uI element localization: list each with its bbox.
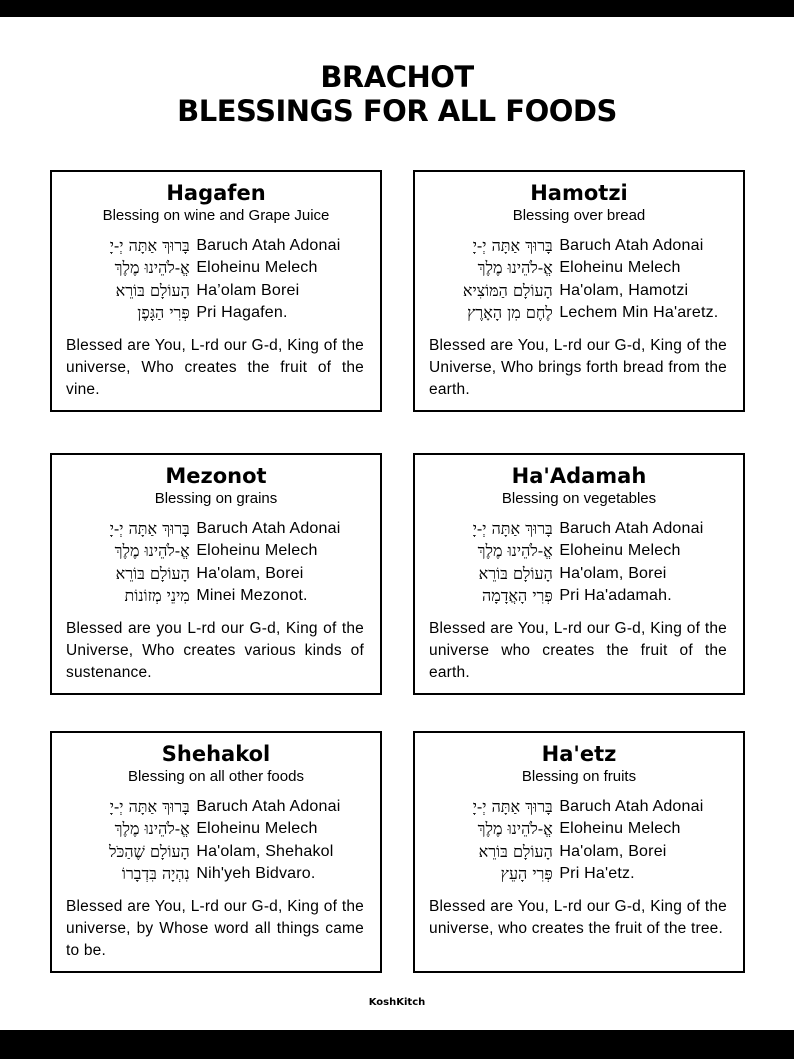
transliteration-text: Eloheinu Melech — [559, 542, 681, 560]
blessing-line — [52, 841, 380, 863]
card-title: Mezonot — [165, 464, 267, 488]
transliteration-text: Ha'olam, Borei — [559, 564, 667, 582]
card-subtitle: Blessing on wine and Grape Juice — [102, 207, 330, 224]
hebrew-text: פְּרִי הַגָּפֶן — [137, 302, 190, 322]
blessing-line — [52, 280, 380, 302]
blessing-line — [415, 818, 743, 840]
transliteration-text: Baruch Atah Adonai — [196, 798, 341, 815]
card-subtitle: Blessing on fruits — [521, 768, 637, 785]
hebrew-text: הָעוֹלָם בּוֹרֵא — [115, 563, 190, 583]
blessing-lines — [52, 235, 380, 324]
bottom-border-bar — [0, 1030, 794, 1059]
hebrew-text: אֱ-לֹהֵינוּ מֶלֶךְ — [114, 258, 190, 278]
blessing-line — [415, 280, 743, 302]
card-subtitle: Blessing on all other foods — [128, 768, 304, 785]
card-title: Hagafen — [166, 181, 266, 205]
transliteration-text: Eloheinu Melech — [196, 259, 318, 277]
transliteration-text: Ha'olam, Borei — [559, 842, 667, 860]
english-translation: Blessed are You, L-rd our G-d, King of the universe, who creates the fruit of the tree. — [429, 898, 727, 937]
hebrew-text: מִינֵי מְזוֹנוֹת — [124, 585, 190, 605]
blessing-line — [415, 518, 743, 540]
hebrew-text: אֱ-לֹהֵינוּ מֶלֶךְ — [477, 541, 553, 561]
blessing-line — [415, 585, 743, 607]
hebrew-text: בָּרוּךְ אַתָּה יְ-יָ — [109, 519, 190, 538]
page-title-line2: BLESSINGS FOR ALL FOODS — [177, 94, 617, 128]
hebrew-text: פְּרִי הָאֲדָמָה — [482, 585, 553, 605]
hebrew-text: הָעוֹלָם הַמּוֹצִיא — [462, 280, 553, 300]
card-title: Shehakol — [161, 742, 271, 766]
blessing-line — [52, 563, 380, 585]
hebrew-text: פְּרִי הָעֵץ — [500, 863, 553, 883]
english-translation: Blessed are You, L-rd our G-d, King of the Universe, Who brings forth bread from the earth. — [429, 337, 727, 398]
transliteration-text: Minei Mezonot. — [196, 586, 308, 604]
card-subtitle: Blessing over bread — [512, 207, 646, 224]
transliteration-text: Ha'olam, Hamotzi — [559, 281, 689, 299]
blessing-line — [52, 585, 380, 607]
hebrew-text: בָּרוּךְ אַתָּה יְ-יָ — [472, 236, 553, 255]
blessing-lines — [415, 235, 743, 324]
blessing-line — [52, 818, 380, 840]
blessing-line — [415, 841, 743, 863]
english-translation: Blessed are you L-rd our G-d, King of the Universe, Who creates various kinds of sustenance. — [66, 620, 364, 681]
transliteration-text: Ha’olam Borei — [196, 281, 300, 299]
hebrew-text: בָּרוּךְ אַתָּה יְ-יָ — [472, 797, 553, 816]
transliteration-text: Eloheinu Melech — [196, 542, 318, 560]
hebrew-text: אֱ-לֹהֵינוּ מֶלֶךְ — [114, 819, 190, 839]
blessing-card-haetz — [413, 731, 745, 973]
blessing-card-haadamah — [413, 453, 745, 695]
blessing-lines — [52, 796, 380, 885]
blessing-card-hagafen — [50, 170, 382, 412]
hebrew-text: בָּרוּךְ אַתָּה יְ-יָ — [109, 236, 190, 255]
blessing-card-mezonot — [50, 453, 382, 695]
card-subtitle: Blessing on grains — [154, 490, 278, 507]
hebrew-text: אֱ-לֹהֵינוּ מֶלֶךְ — [114, 541, 190, 561]
blessing-lines — [415, 796, 743, 885]
card-title: Ha'Adamah — [511, 464, 647, 488]
transliteration-text: Nih'yeh Bidvaro. — [196, 864, 316, 882]
blessing-line — [52, 518, 380, 540]
blessing-line — [52, 540, 380, 562]
transliteration-text: Eloheinu Melech — [559, 820, 681, 838]
hebrew-text: בָּרוּךְ אַתָּה יְ-יָ — [109, 797, 190, 816]
blessing-line — [415, 796, 743, 818]
english-translation: Blessed are You, L-rd our G-d, King of the universe, Who creates the fruit of the vine. — [66, 337, 364, 398]
hebrew-text: אֱ-לֹהֵינוּ מֶלֶךְ — [477, 258, 553, 278]
hebrew-text: לֶחֶם מִן הָאָרֶץ — [467, 302, 553, 322]
blessing-line — [415, 563, 743, 585]
transliteration-text: Baruch Atah Adonai — [559, 237, 704, 254]
hebrew-text: הָעוֹלָם בּוֹרֵא — [478, 841, 553, 861]
footer-brand: KoshKitch — [368, 997, 426, 1008]
blessing-line — [52, 863, 380, 885]
blessing-line — [52, 796, 380, 818]
hebrew-text: הָעוֹלָם בּוֹרֵא — [115, 280, 190, 300]
transliteration-text: Ha'olam, Shehakol — [196, 842, 334, 860]
top-border-bar — [0, 0, 794, 17]
transliteration-text: Ha'olam, Borei — [196, 564, 304, 582]
transliteration-text: Lechem Min Ha'aretz. — [559, 303, 719, 321]
transliteration-text: Baruch Atah Adonai — [559, 520, 704, 537]
transliteration-text: Pri Ha'adamah. — [559, 586, 672, 604]
transliteration-text: Eloheinu Melech — [559, 259, 681, 277]
blessing-line — [415, 863, 743, 885]
hebrew-text: בָּרוּךְ אַתָּה יְ-יָ — [472, 519, 553, 538]
english-translation: Blessed are You, L-rd our G-d, King of the universe, by Whose word all things came to be. — [66, 898, 364, 959]
transliteration-text: Pri Ha'etz. — [559, 864, 635, 882]
hebrew-text: נִהְיָה בִּדְבָרוֹ — [121, 863, 190, 883]
card-title: Ha'etz — [541, 742, 617, 766]
blessing-lines — [415, 518, 743, 607]
transliteration-text: Eloheinu Melech — [196, 820, 318, 838]
hebrew-text: הָעוֹלָם שֶׁהַכֹּל — [109, 841, 190, 861]
transliteration-text: Pri Hagafen. — [196, 303, 288, 321]
blessing-line — [52, 257, 380, 279]
card-title: Hamotzi — [530, 181, 628, 205]
english-translation: Blessed are You, L-rd our G-d, King of the universe who creates the fruit of the earth. — [429, 620, 727, 681]
hebrew-text: הָעוֹלָם בּוֹרֵא — [478, 563, 553, 583]
hebrew-text: אֱ-לֹהֵינוּ מֶלֶךְ — [477, 819, 553, 839]
page-title-line1: BRACHOT — [320, 60, 474, 94]
blessing-line — [415, 235, 743, 257]
blessing-card-hamotzi — [413, 170, 745, 412]
blessing-card-shehakol — [50, 731, 382, 973]
card-subtitle: Blessing on vegetables — [501, 490, 657, 507]
blessing-line — [415, 302, 743, 324]
transliteration-text: Baruch Atah Adonai — [559, 798, 704, 815]
transliteration-text: Baruch Atah Adonai — [196, 237, 341, 254]
blessing-lines — [52, 518, 380, 607]
blessing-line — [52, 235, 380, 257]
blessing-line — [415, 257, 743, 279]
blessing-line — [415, 540, 743, 562]
transliteration-text: Baruch Atah Adonai — [196, 520, 341, 537]
blessing-line — [52, 302, 380, 324]
